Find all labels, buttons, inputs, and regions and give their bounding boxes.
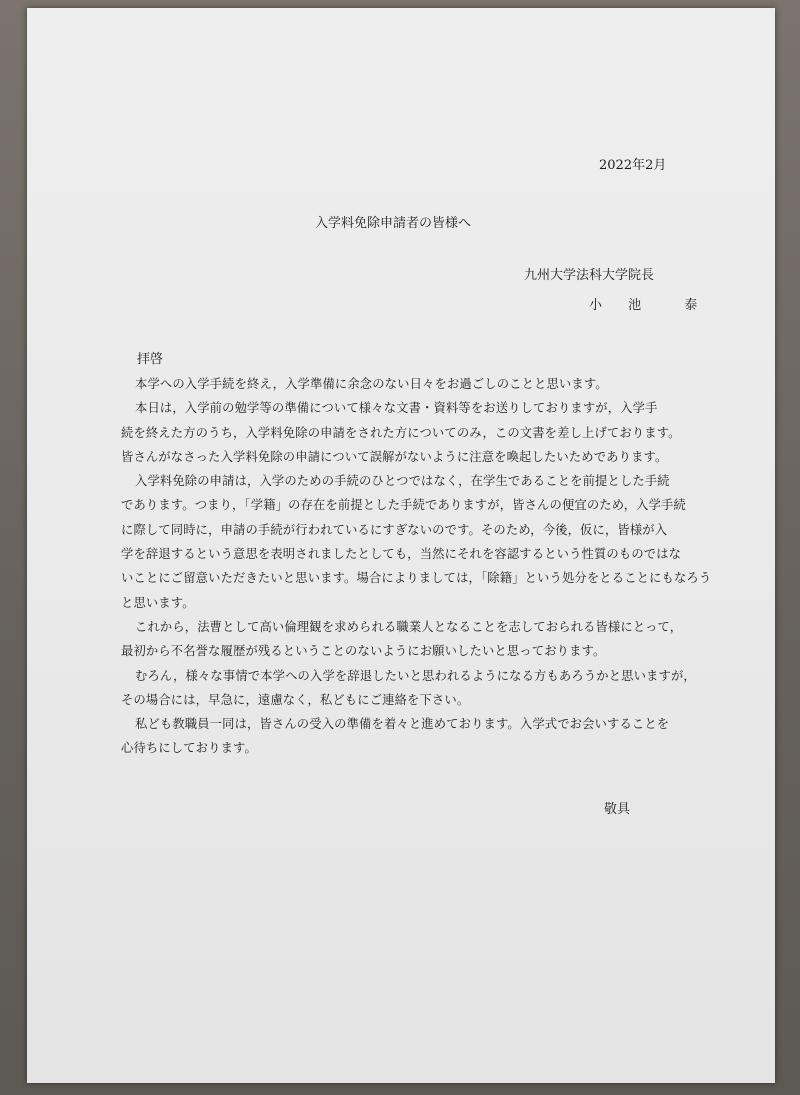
letter-sheet [27, 8, 775, 1083]
body-line: と思います。 [121, 595, 195, 610]
body-line: むろん，様々な事情で本学への入学を辞退したいと思われるようになる方もあろうかと思いますが， [135, 668, 696, 683]
salutation: 拝啓 [137, 352, 164, 367]
body-line: に際して同時に，申請の手続が行われているにすぎないのです。そのため，今後，仮に，皆様が入 [121, 522, 668, 537]
body-line: いことにご留意いただきたいと思います。場合によりましては，「除籍」という処分をとることにもなろう [121, 571, 712, 586]
body-line: 皆さんがなさった入学料免除の申請について誤解がないように注意を喚起したいためであります。 [121, 449, 668, 464]
letter-addressee: 入学料免除申請者の皆様へ [315, 216, 472, 231]
body-line: これから，法曹として高い倫理観を求められる職業人となることを志しておられる皆様にとって， [135, 619, 683, 634]
body-line: 心待ちにしております。 [121, 741, 257, 756]
body-line: であります。つまり，「学籍」の存在を前提とした手続でありますが，皆さんの便宜のため，入学手続 [121, 498, 686, 513]
sender-title: 九州大学法科大学院長 [524, 268, 655, 283]
sender-name: 小 池 泰 [589, 298, 702, 313]
letter-body [121, 372, 712, 761]
body-line: 最初から不名誉な履歴が残るということのないようにお願いしたいと思っております。 [121, 644, 606, 659]
body-line: 学を辞退するという意思を表明されましたとしても，当然にそれを容認するという性質のものではな [121, 547, 682, 562]
body-line: 入学料免除の申請は，入学のための手続のひとつではなく，在学生であることを前提とした手続 [135, 474, 670, 489]
body-line: 私ども教職員一同は，皆さんの受入の準備を着々と進めております。入学式でお会いすることを [135, 717, 670, 732]
body-line: 本学への入学手続を終え，入学準備に余念のない日々をお過ごしのことと思います。 [135, 377, 608, 391]
body-line: その場合には，早急に，遠慮なく，私どもにご連絡を下さい。 [121, 692, 470, 707]
body-line: 本日は，入学前の勉学等の準備について様々な文書・資料等をお送りしておりますが，入学手 [135, 401, 658, 416]
body-line: 続を終えた方のうち，入学料免除の申請をされた方についてのみ，この文書を差し上げております。 [121, 425, 681, 440]
letter-date: 2022年2月 [599, 158, 667, 173]
closing: 敬具 [604, 802, 631, 817]
